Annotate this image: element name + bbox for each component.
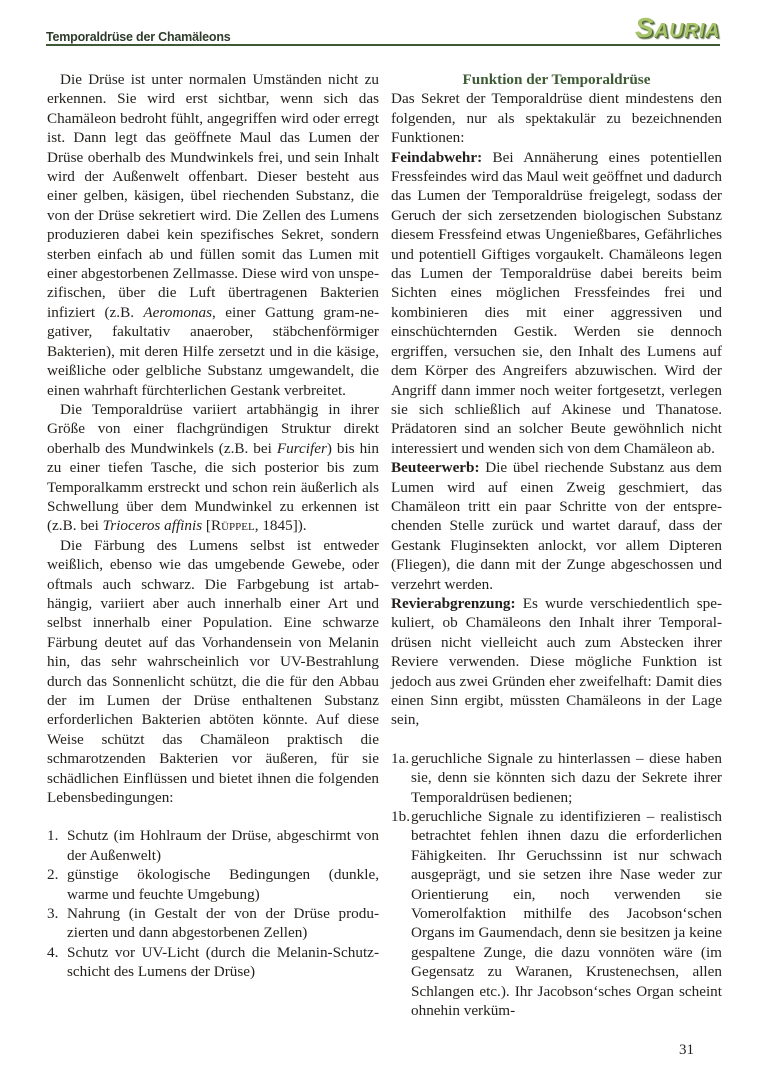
- species-name: Aeromonas: [143, 303, 213, 321]
- section-title: Funktion der Temporaldrüse: [462, 71, 651, 88]
- paragraph-text: [: [202, 517, 211, 535]
- left-column: [47, 70, 379, 982]
- list-item: [391, 807, 722, 1020]
- living-conditions-list: [47, 826, 379, 981]
- paragraph-text: Es wurde verschiedentlich spekuliert, ob Chamäleons den Inhalt ihrer Temporaldrüsen nicht vielleicht auch zum Abstecken ihrer Reviere verwenden. Diese mögliche Funktion ist jedoch aus zwei Gründen eher zweifelhaft: Damit dies einen Sinn ergibt, müssten Chamäleons in der Lage sein,: [391, 594, 722, 729]
- paragraph-text: Die übel riechende Substanz aus dem Lumen wird auf einen Zweig geschmiert, das Chamäleon tritt ein paar Schritte von der entsprechenden Stelle zurück und wartet darauf, dass der Gestank Fluginsekten anlockt, vor allem Dipteren (Fliegen), die dann mit der Zunge abgeschossen und verzehrt werden.: [391, 459, 722, 593]
- list-item: [47, 865, 379, 904]
- list-number: 3.: [47, 905, 59, 923]
- list-item: [47, 904, 379, 943]
- paragraph-text: ) bis hin zu einer tiefen Tasche, die sich posterior bis zum Temporalkamm erstreckt und schon rein äußerlich als Schwellung über dem Mundwinkel zu erkennen ist (z.B. bei: [47, 439, 379, 535]
- header-rule: [46, 44, 720, 46]
- term-label: Beuteerwerb:: [391, 459, 480, 477]
- list-item: [47, 943, 379, 982]
- paragraph-2: [47, 400, 379, 536]
- list-number: 1a.: [391, 749, 410, 767]
- list-number: 4.: [47, 943, 59, 961]
- revierabgrenzung-paragraph: [391, 594, 722, 730]
- running-title: Temporaldrüse der Chamäleons: [46, 30, 231, 44]
- list-item: [391, 749, 722, 807]
- paragraph-text: Die Temporaldrüse variiert artabhängig in ihrer Größe von einer flachgründigen Struktur direkt oberhalb des Mundwinkels (z.B. bei: [47, 400, 379, 457]
- genus-name: Furcifer: [276, 439, 327, 457]
- paragraph-text: Bei Annäherung eines potentiellen Fressfeindes wird das Maul weit geöffnet und dadurch das Lumen der Temporaldrüse freigelegt, sodass der Geruch der sich zersetzenden biologischen Substanz diesem Fressfeind etwas Ungenießbares, Gefährliches und potentiell Giftiges vorgaukelt. Chamäleons legen das Lumen der Temporaldrüse dabei bereits beim Sichten eines möglichen Fressfeindes frei und kombinieren dies mit einer aggressiven und einschüchternden Gestik. Werden sie dennoch ergriffen, versuchen sie, den Inhalt des Lumens auf dem Körper des Angreifers abzuwischen. Wird der Angriff dann immer noch weiter fortgesetzt, verlegen sie sich schließlich auf Akinese und Thanatose. Prädatoren sind an solcher Beute gewöhnlich nicht interessiert und wenden sich von dem Chamäleon ab.: [391, 148, 722, 457]
- paragraph-1: [47, 70, 379, 400]
- conditions-list: [391, 749, 722, 1021]
- logo-initial: S: [634, 12, 655, 43]
- page-number: 31: [679, 1042, 694, 1058]
- intro-paragraph: Das Sekret der Temporaldrüse dient mindestens den folgenden, nur als spektakulär zu bezeichnenden Funktionen:: [391, 90, 722, 147]
- spacer: [47, 807, 379, 826]
- list-number: 1.: [47, 827, 59, 845]
- right-column: [391, 70, 722, 1021]
- list-text: günstige ökologische Bedingungen (dunkle, warme und feuchte Umgebung): [67, 866, 379, 903]
- author-name: Rüppel: [210, 517, 255, 535]
- list-text: Schutz vor UV-Licht (durch die Melanin-Schutzschicht des Lumens der Drüse): [67, 943, 379, 981]
- list-text: geruchliche Signale zu identifizieren – realistisch betrachtet fehlen ihnen dazu die erforderlichen Fähigkeiten. Ihr Geruchssinn ist nur schwach ausgeprägt, und sie setzen ihre Nase weder zur Orientierung ein, noch verwenden sie Vomerolfaktion mithilfe des Jacobson‘schen Organs im Gaumendach, denn sie besitzen ja keine gespaltene Zunge, die dazu vonnöten wäre (im Gegensatz zu Waranen, Krustenechsen, allen Schlangen etc.). Ihr Jacobson‘sches Organ scheint ohnehin verküm-: [411, 808, 722, 1020]
- spacer: [391, 730, 722, 749]
- list-text: geruchliche Signale zu hinterlassen – diese haben sie, denn sie könnten sich dazu der Sekrete ihrer Temporaldrüsen bedienen;: [411, 749, 722, 806]
- paragraph-3: Die Färbung des Lumens selbst ist entweder weißlich, ebenso wie das umgebende Gewebe, oder oftmals auch schwarz. Die Farbgebung ist artabhängig, variiert aber auch innerhalb einer Art und selbst innerhalb einer Population. Eine schwarze Färbung deutet auf das Vorhandensein von Melanin hin, das sehr wahrscheinlich vor UV-Bestrahlung durch das Sonnenlicht schützt, die die für den Abbau der im Lumen der Drüse enthaltenen Substanz erforderlichen Bakterien abtöten könnte. Auf diese Weise schützt das Chamäleon praktisch die schmarotzenden Bakterien vor äußeren, für sie schädlichen Einflüssen und bietet ihnen die folgenden Lebensbedingungen:: [47, 536, 379, 807]
- term-label: Feindabwehr:: [391, 148, 483, 166]
- list-item: [47, 826, 379, 865]
- paragraph-text: , einer Gattung gram-negativer, fakultativ anaerober, stäbchenförmiger Bakterien), mit deren Hilfe zersetzt und in die käsige, weißliche oder gelbliche Substanz umgewandelt, die einen wahrhaft fürchterlichen Gestank verbreitet.: [47, 303, 379, 399]
- paragraph-text: , 1845]).: [254, 517, 307, 535]
- logo-rest: AURIA: [654, 20, 720, 42]
- sauria-logo: [634, 12, 720, 43]
- running-header: [46, 12, 720, 46]
- list-text: Schutz (im Hohlraum der Drüse, abgeschirmt von der Außenwelt): [67, 827, 379, 864]
- list-number: 1b.: [391, 808, 410, 826]
- feindabwehr-paragraph: [391, 148, 722, 459]
- list-number: 2.: [47, 866, 59, 884]
- species-name: Trioceros affinis: [102, 517, 203, 535]
- paragraph-text: Die Drüse ist unter normalen Umständen nicht zu erkennen. Sie wird erst sichtbar, wenn sich das Chamäleon bedroht fühlt, angegriffen wird oder erregt ist. Dann legt das geöffnete Maul das Lumen der Drüse oberhalb des Mundwinkels frei, und sein Inhalt wird der Außenwelt offenbart. Dieser besteht aus einer gelben, käsigen, übel riechenden Substanz, die von der Drüse sekretiert wird. Die Zellen des Lumens produzieren dabei kein spezifisches Sekret, sondern sterben einfach ab und füllen somit das Lumen mit einer abgestorbenen Zellmasse. Diese wird von unspezifischen, über die Luft übertragenen Bakterien infiziert (z.B.: [47, 71, 379, 321]
- term-label: Revierabgrenzung:: [391, 594, 516, 612]
- beuteerwerb-paragraph: [391, 458, 722, 594]
- list-text: Nahrung (in Gestalt der von der Drüse produzierten und dann abgestorbenen Zellen): [67, 905, 379, 942]
